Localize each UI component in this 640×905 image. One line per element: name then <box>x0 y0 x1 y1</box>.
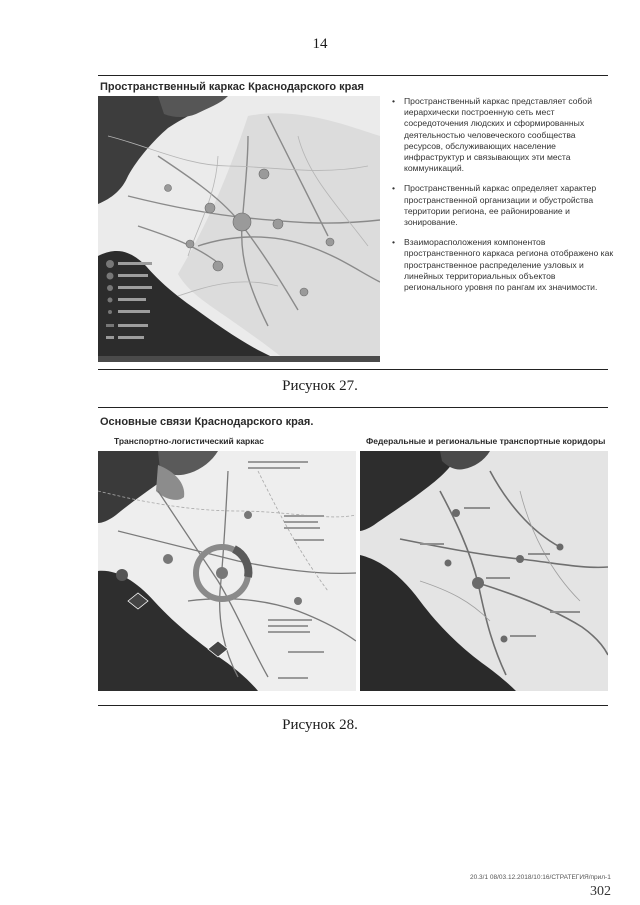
figure28-left-map <box>98 451 356 691</box>
figure27-caption: Рисунок 27. <box>282 378 358 394</box>
figure27-title: Пространственный каркас Краснодарского края <box>100 81 364 93</box>
figure27-bullet-2: • Пространственный каркас определяет характер пространственной организации и обустройства территории региона, ее районирование и зонирование. <box>392 183 614 228</box>
figure27-bullets <box>392 96 614 302</box>
figure27-bullet-3: • Взаиморасположения компонентов пространственного каркаса региона отображено как пространственное распределение узловых и линейных территориальных объектов регионального уровня по рангам их значимости. <box>392 237 614 293</box>
page-number: 14 <box>312 36 328 52</box>
figure27-bullet-1: • Пространственный каркас представляет собой иерархически построенную сеть мест сосредоточения людских и сформированных деятельностью человеческого сообщества ресурсов, обслуживающих население инфраструктур и связывающих эти места коммуникаций. <box>392 96 614 174</box>
footer-stamp: 20.3/1 08/03.12.2018/10:16/СТРАТЕГИЯ/прил-1 <box>470 874 611 881</box>
figure28-bottom-rule <box>98 705 608 706</box>
figure27-top-rule <box>98 75 608 76</box>
footer-page-mark: 302 <box>590 884 611 899</box>
figure28-top-rule <box>98 407 608 408</box>
figure28-caption: Рисунок 28. <box>282 717 358 733</box>
figure27-bottom-rule <box>98 369 608 370</box>
figure28-left-subtitle: Транспортно-логистический каркас <box>114 436 264 446</box>
figure28-title: Основные связи Краснодарского края. <box>100 416 314 428</box>
figure28-right-map <box>360 451 608 691</box>
figure28-right-subtitle: Федеральные и региональные транспортные коридоры <box>366 436 606 446</box>
figure27-map <box>98 96 380 362</box>
